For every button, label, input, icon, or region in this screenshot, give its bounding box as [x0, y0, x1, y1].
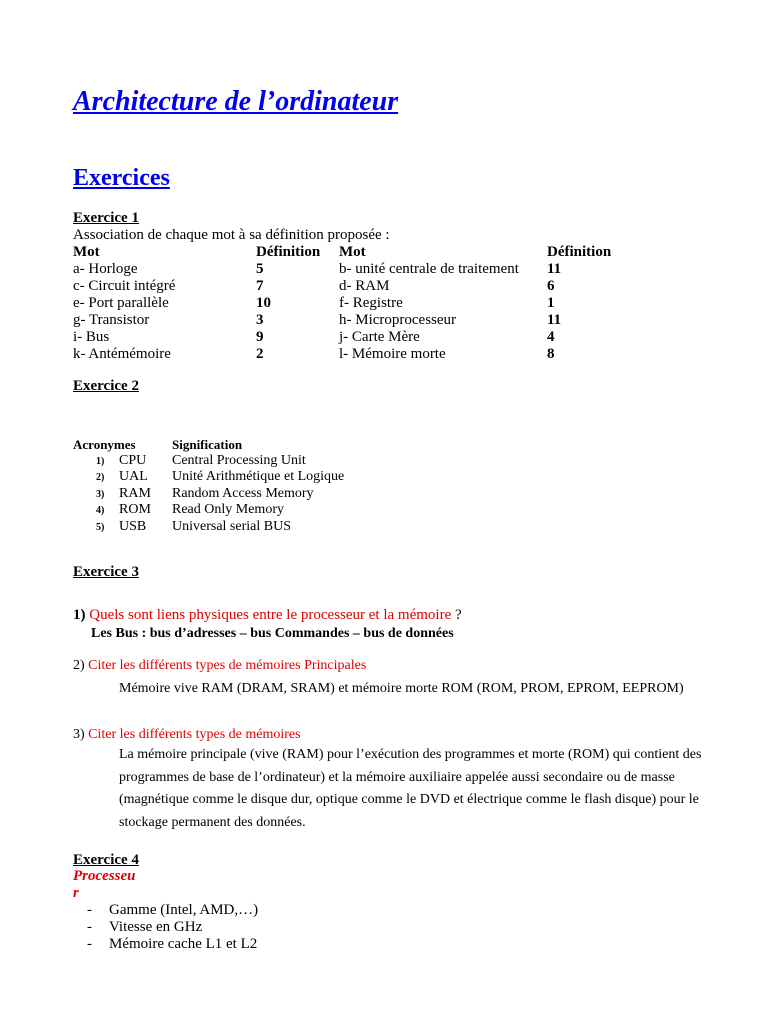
question-1-number: 1) [73, 607, 86, 623]
list-bullet: - [87, 902, 92, 918]
list-item [73, 936, 258, 953]
table-row [73, 295, 611, 312]
definition-number: 4 [547, 329, 555, 345]
definition-number: 3 [256, 312, 264, 328]
table-row [73, 502, 344, 519]
definition-number: 11 [547, 261, 562, 277]
question-3-text: Citer les différents types de mémoires [88, 727, 301, 742]
col-header-mot-2: Mot [339, 244, 366, 260]
acronyms-header-row [73, 437, 344, 453]
definition-number: 1 [547, 295, 555, 311]
exercice-1-heading: Exercice 1 [73, 210, 139, 226]
question-1-mark: ? [455, 607, 462, 623]
answer-3: La mémoire principale (vive (RAM) pour l’exécution des programmes et morte (ROM) qui contient des programmes de base de l’ordinateur) et la mémoire auxiliaire appelée aussi secondaire ou de masse (magnétique comme le disque dur, optique comme le DVD et électrique comme le flash disque) pour le stockage permanent des données. [119, 747, 702, 830]
signification-cell: Unité Arithmétique et Logique [172, 469, 345, 484]
acronym-cell: UAL [119, 469, 148, 484]
list-item [73, 919, 258, 936]
word-cell: e- Port parallèle [73, 295, 169, 311]
signification-cell: Read Only Memory [172, 502, 284, 517]
col-header-definition: Définition [256, 244, 321, 260]
processeur-list [73, 902, 258, 953]
word-cell: f- Registre [339, 295, 403, 311]
processeur-subheading-line-1: Processeu [73, 868, 136, 884]
exercice-4-heading: Exercice 4 [73, 852, 139, 868]
definition-number: 6 [547, 278, 555, 294]
signification-cell: Universal serial BUS [172, 518, 291, 534]
signification-cell: Central Processing Unit [172, 452, 306, 468]
word-cell: i- Bus [73, 329, 110, 345]
acronym-cell: RAM [119, 485, 151, 501]
exercice-1-intro: Association de chaque mot à sa définition proposée : [73, 227, 390, 243]
acronym-cell: CPU [119, 452, 147, 468]
table-row [73, 346, 611, 363]
document-title[interactable]: Architecture de l’ordinateur [73, 86, 399, 117]
table-row [73, 261, 611, 278]
word-cell: d- RAM [339, 278, 390, 294]
table-row [73, 312, 611, 329]
acronym-cell: USB [119, 518, 147, 534]
col-header-acronymes: Acronymes [73, 437, 136, 452]
list-item-text: Gamme (Intel, AMD,…) [109, 902, 259, 918]
question-3 [73, 727, 301, 743]
word-cell: k- Antémémoire [73, 346, 171, 362]
question-3-number: 3) [73, 727, 85, 742]
question-2-number: 2) [73, 658, 85, 673]
word-cell: g- Transistor [73, 312, 150, 328]
answer-2: Mémoire vive RAM (DRAM, SRAM) et mémoire morte ROM (ROM, PROM, EPROM, EEPROM) [119, 681, 684, 696]
exercice-2-heading: Exercice 2 [73, 378, 139, 394]
acronym-cell: ROM [119, 502, 151, 517]
word-cell: b- unité centrale de traitement [339, 261, 519, 277]
question-2 [73, 658, 366, 674]
word-cell: j- Carte Mère [339, 329, 420, 345]
question-1 [73, 607, 462, 624]
acronyms-table [73, 437, 344, 535]
list-bullet: - [87, 936, 92, 952]
definition-number: 7 [256, 278, 264, 294]
table-row [73, 278, 611, 295]
question-2-text: Citer les différents types de mémoires Principales [88, 658, 367, 673]
definition-number: 5 [256, 261, 264, 277]
word-cell: l- Mémoire morte [339, 346, 446, 362]
list-item-text: Mémoire cache L1 et L2 [109, 936, 258, 952]
table-row [73, 469, 344, 486]
list-number: 4) [96, 505, 105, 516]
exercice-3-heading: Exercice 3 [73, 564, 139, 580]
word-cell: a- Horloge [73, 261, 138, 277]
table-row [73, 329, 611, 346]
answer-1: Les Bus : bus d’adresses – bus Commandes – bus de données [91, 626, 454, 641]
list-bullet: - [87, 919, 92, 935]
table-row [73, 486, 344, 503]
word-cell: h- Microprocesseur [339, 312, 457, 328]
col-header-mot: Mot [73, 244, 100, 260]
definition-number: 10 [256, 295, 271, 311]
association-table [73, 244, 611, 363]
col-header-definition-2: Définition [547, 244, 612, 260]
table-row [73, 519, 344, 536]
list-number: 1) [96, 455, 105, 467]
list-number: 2) [96, 472, 105, 483]
list-number: 5) [96, 521, 105, 533]
list-number: 3) [96, 488, 105, 500]
processeur-subheading-line-2: r [73, 885, 79, 901]
definition-number: 11 [547, 312, 562, 328]
list-item [73, 902, 258, 919]
definition-number: 9 [256, 329, 264, 345]
col-header-signification: Signification [172, 437, 243, 452]
section-heading-exercices[interactable]: Exercices [73, 165, 170, 191]
table-row [73, 453, 344, 470]
association-header-row [73, 244, 611, 261]
signification-cell: Random Access Memory [172, 485, 314, 501]
list-item-text: Vitesse en GHz [109, 919, 203, 935]
question-1-text: Quels sont liens physiques entre le processeur et la mémoire [89, 607, 452, 623]
definition-number: 2 [256, 346, 264, 362]
word-cell: c- Circuit intégré [73, 278, 176, 294]
definition-number: 8 [547, 346, 555, 362]
